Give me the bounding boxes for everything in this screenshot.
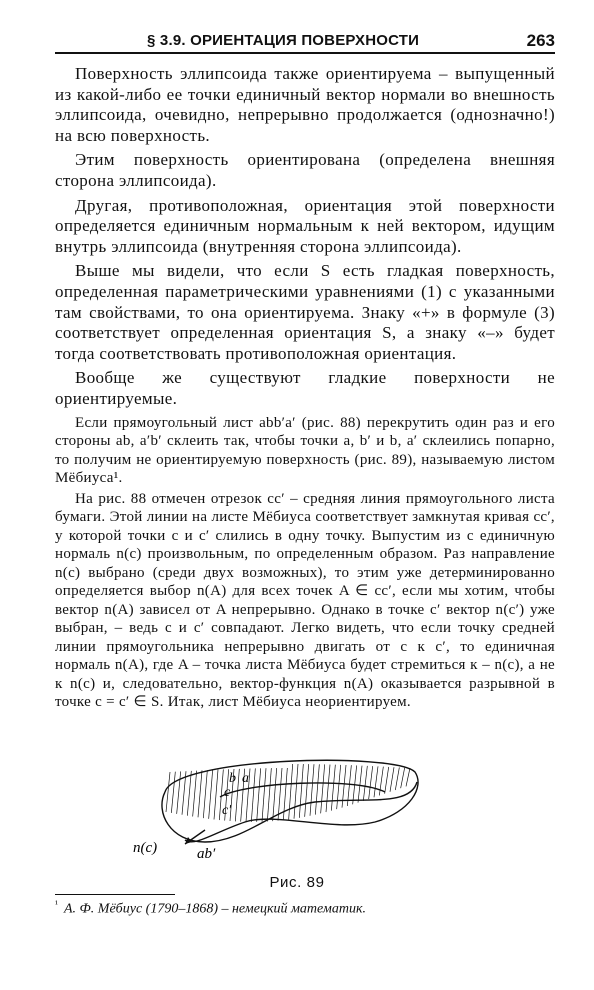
hatch-line [203,770,207,818]
paragraph-nonorientable: Вообще же существуют гладкие поверхности не ориентируемые. [55,368,555,408]
hatch-line [187,771,191,816]
hatch-line [369,766,373,799]
hatch-line [395,767,399,790]
hatch-line [251,768,255,821]
footnote-text: А. Ф. Мёбиус (1790–1868) – немецкий математик. [64,901,366,917]
hatch-line [299,764,303,818]
label-bottom: ab′ [197,846,216,862]
hatch-line [257,768,261,822]
hatch-line [406,768,410,786]
hatch-line [315,764,319,814]
hatch-line [326,765,330,813]
hatch-line [214,770,218,820]
footnote [55,899,366,918]
footnote-rule [55,894,175,895]
hatch-line [193,771,197,817]
hatch-line [401,768,405,788]
paragraph-parametric: Выше мы видели, что если S есть гладкая поверхность, определенная параметрическими уравнениями (1) с указанными там свойствами, то она ориентируема. Знаку «+» в формуле (3) соответствует определенная ориентация S, а знаку «–» будет тогда соответствовать противоположная ориентация. [55,261,555,363]
hatch-line [321,764,325,813]
hatch-line [294,764,298,819]
strip-top-edge [165,760,418,841]
hatch-line [166,772,170,812]
hatch-line [283,768,287,820]
body-text [55,64,555,714]
footnote-mark: ¹ [55,899,58,910]
hatch-line [390,767,394,792]
hatch-line [310,764,314,816]
hatch-line [267,768,271,821]
hatch-line [363,766,367,801]
hatch-line [177,771,181,813]
label-c: c [224,785,231,800]
mobius-strip-figure [125,752,455,862]
hatch-line [198,770,202,817]
paragraph-mobius-construction: Если прямоугольный лист abb′a′ (рис. 88) перекрутить один раз и его стороны ab, a′b′ склеить так, чтобы точки a, b′ и b, a′ склеились попарно, то получим не ориентируемую поверхность (рис. 89), называемую листом Мёбиуса¹. [55,414,555,486]
label-b: b [229,771,236,786]
paragraph-inner-side: Другая, противоположная, ориентация этой поверхности определяется единичным нормальным к ней вектором, идущим внутрь эллипсоида (внутренняя сторона эллипсоида). [55,195,555,256]
label-a: a [242,771,249,786]
hatch-line [305,764,309,817]
page-number: 263 [526,31,555,50]
paragraph-ellipsoid: Поверхность эллипсоида также ориентируема – выпущенный из какой-либо ее точки единичный вектор нормали во внешность эллипсоида, очевидно, непрерывно продолжается (однозначно!) на всю поверхность. [55,64,555,145]
hatch-line [209,770,213,819]
hatch-line [273,768,277,821]
paragraph-outer-side: Этим поверхность ориентирована (определена внешняя сторона эллипсоида). [55,150,555,190]
hatch-line [342,765,346,808]
hatch-line [374,766,378,797]
running-header [55,28,555,54]
hatch-line [331,765,335,811]
hatch-line [262,768,266,821]
label-normal: n(c) [133,840,158,856]
paragraph-mobius-proof: На рис. 88 отмечен отрезок cc′ – средняя линия прямоугольного листа бумаги. Этой линии на листе Мёбиуса соответствует замкнутая кривая cc′, у которой точки c и c′ слились в одну точку. Выпустим из c единичную нормаль n(c) произвольным, по определенным образом. Раз направление n(c) выбрано (среди двух возможных), то этим уже детерминированно определяется выбор n(A) для всех точек A ∈ cc′, если мы хотим, чтобы вектор n(A) зависел от A непрерывно. Однако в точке c′ вектор n(c′) уже выбран, – ведь c и c′ совпадают. Легко видеть, что если точку средней линии прямоугольника непрерывно двигать от c к c′, то единичная нормаль n(A), где A – точка листа Мёбиуса будет стремиться к – n(c), а не к n(c) и, следовательно, вектор-функция n(A) оказывается разрывной в точке c = c′ ∈ S. Итак, лист Мёбиуса неориентируем. [55,490,555,710]
section-title: § 3.9. ОРИЕНТАЦИЯ ПОВЕРХНОСТИ [147,32,420,49]
header-rule [55,52,555,54]
label-c-prime: c′ [222,803,232,818]
figure-caption: Рис. 89 [269,874,325,891]
hatch-line [385,767,389,794]
hatch-line [289,764,293,819]
hatch-line [171,772,175,813]
hatch-line [337,765,341,809]
hatch-line [358,766,362,803]
